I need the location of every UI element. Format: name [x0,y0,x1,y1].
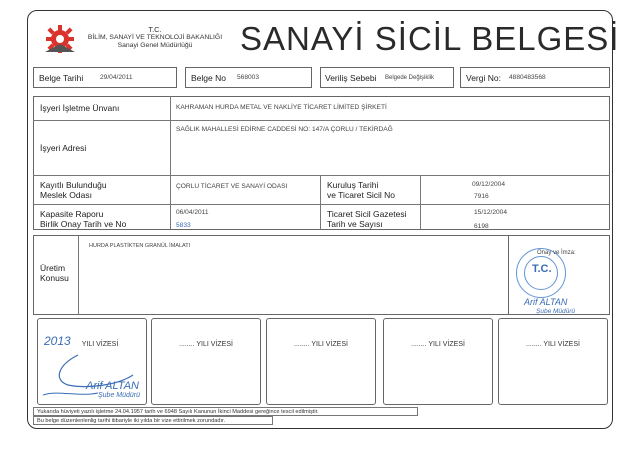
address-value: SAĞLIK MAHALLESİ EDİRNE CADDESİ NO: 147/A ÇORLU / TEKİRDAĞ [176,126,393,133]
document-number-value: 568003 [237,74,260,81]
visa-signature-title: Şube Müdürü [98,392,141,399]
company-title-value: KAHRAMAN HURDA METAL VE NAKLİYE TİCARET LİMİTED ŞİRKETİ [176,104,387,111]
visa-label-5: ........ YILI VİZESİ [526,341,580,348]
divider [78,235,79,315]
production-subject-value: HURDA PLASTİKTEN GRANÜL İMALATI [89,243,191,249]
document-date-box [33,67,177,88]
visa-year-handwritten: 2013 [44,334,71,348]
divider [33,204,610,205]
founding-label-line-1: Kuruluş Tarihi [327,180,379,190]
approval-label: Onay ve İmza: [537,250,576,256]
registry-number-value: 7916 [474,193,489,200]
visa-signature-name: Arif ALTAN [86,380,139,392]
company-title-label: İşyeri İşletme Ünvanı [40,103,120,113]
visa-box-2 [151,318,261,405]
chamber-value: ÇORLU TİCARET VE SANAYİ ODASI [176,183,288,190]
chamber-label-line-2: Meslek Odası [40,190,92,200]
issue-reason-value: Belgede Değişiklik [385,75,435,81]
ministry-line-3: Sanayi Genel Müdürlüğü [117,42,193,49]
visa-label-2: ........ YILI VİZESİ [179,341,233,348]
capacity-label-line-2: Birlik Onay Tarih ve No [40,219,127,229]
gazette-date-value: 15/12/2004 [474,209,508,216]
capacity-report-label [40,209,126,229]
official-signature-name: Arif ALTAN [524,297,568,307]
ministry-name [80,26,230,50]
divider [320,175,321,230]
footer-legal-note-2: Bu belge düzenlenlenlig tarihi itibariyle iki yılda bir vize ettirilmek zorundadır. [33,416,273,425]
capacity-label-line-1: Kapasite Raporu [40,209,104,219]
capacity-date-value: 06/04/2011 [176,209,209,216]
visa-box-5 [498,318,608,405]
gazette-number-value: 6198 [474,223,489,230]
visa-box-4 [383,318,493,405]
official-signature-title: Şube Müdürü [536,308,576,315]
founding-label [327,180,395,200]
footer-legal-note-1: Yukarıda hüviyeti yazılı işletme 24.04.1957 tarih ve 6948 Sayılı Kanunun İkinci Maddesi gereğince tescil edilmiştir. [33,407,418,416]
tax-number-label: Vergi No: [466,73,501,83]
visa-box-3 [266,318,376,405]
document-number-box [185,67,312,88]
gazette-label-line-2: Tarih ve Sayısı [327,219,383,229]
ministry-line-1: T.C. [148,25,162,34]
divider [420,175,421,230]
document-date-label: Belge Tarihi [39,73,84,83]
production-label-line-2: Konusu [40,273,69,283]
document-date-value: 29/04/2011 [100,74,133,81]
chamber-label [40,180,107,200]
visa-label-1: YILI VİZESİ [81,341,119,348]
issue-reason-label: Veriliş Sebebi [325,73,377,83]
divider [170,96,171,230]
founding-label-line-2: ve Ticaret Sicil No [327,190,396,200]
gazette-label-line-1: Ticaret Sicil Gazetesi [327,209,407,219]
ministry-line-2: BİLİM, SANAYİ VE TEKNOLOJİ BAKANLIĞI [87,34,223,41]
divider [33,120,610,121]
document-number-label: Belge No [191,73,226,83]
capacity-number-value: 5833 [176,222,191,229]
issue-reason-box [320,67,454,88]
tax-number-value: 4880483568 [509,74,546,81]
visa-label-4: ........ YILI VİZESİ [411,341,465,348]
visa-label-3: ........ YILI VİZESİ [294,341,348,348]
ministry-gear-logo-icon [42,22,78,56]
document-title: SANAYİ SİCİL BELGESİ [240,20,620,57]
seal-emblem: T.C. [532,263,552,275]
founding-date-value: 09/12/2004 [472,181,506,188]
tax-number-box [460,67,610,88]
production-label-line-1: Üretim [40,263,66,273]
divider [33,175,610,176]
gazette-label [327,209,407,229]
chamber-label-line-1: Kayıtlı Bulunduğu [40,180,107,190]
production-subject-label [40,263,69,283]
address-label: İşyeri Adresi [40,143,87,153]
